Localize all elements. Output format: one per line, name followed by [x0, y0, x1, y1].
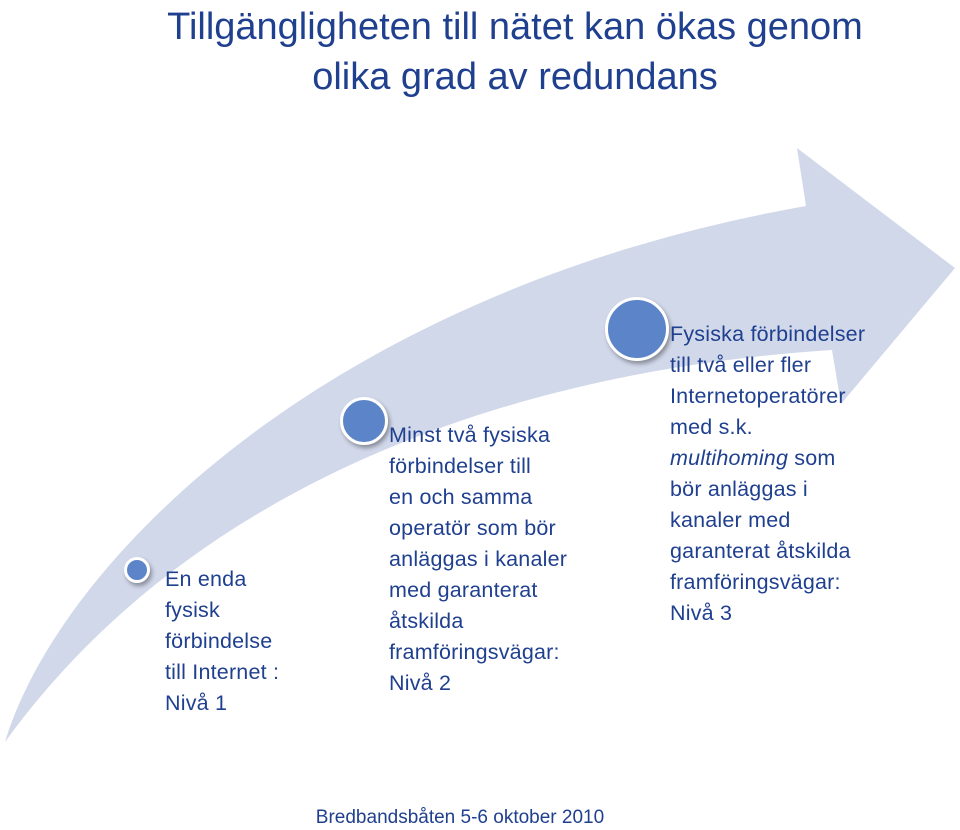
level-1-line: fysisk — [165, 598, 220, 622]
level-1-line: till Internet : — [165, 660, 280, 684]
level-2-line: operatör som bör — [389, 516, 556, 540]
level-1-marker — [124, 557, 150, 583]
slide-title-line-2: olika grad av redundans — [312, 56, 718, 98]
slide-title-line-1: Tillgängligheten till nätet kan ökas genom — [167, 6, 863, 48]
level-2-text — [389, 420, 567, 699]
level-1-line: En enda — [165, 567, 247, 591]
multihoming-term: multihoming — [670, 446, 789, 470]
level-3-text — [670, 319, 865, 629]
level-3-line: med s.k. — [670, 415, 753, 439]
level-2-line: åtskilda — [389, 609, 464, 633]
slide-footer: Bredbandsbåten 5-6 oktober 2010 — [315, 807, 605, 828]
level-1-text — [165, 564, 279, 719]
level-3-line: Nivå 3 — [670, 601, 733, 625]
multihoming-line-rest: som — [788, 446, 836, 470]
level-3-line: framföringsvägar: — [670, 570, 841, 594]
level-3-line: bör anläggas i — [670, 477, 808, 501]
level-3-line: Internetoperatörer — [670, 384, 846, 408]
level-2-line: anläggas i kanaler — [389, 547, 568, 571]
level-2-line: förbindelser till — [389, 454, 532, 478]
level-2-line: med garanterat — [389, 578, 538, 602]
level-3-line: till två eller fler — [670, 353, 812, 377]
level-3-marker — [605, 297, 669, 361]
level-2-line: en och samma — [389, 485, 533, 509]
level-3-line-multihoming — [670, 443, 865, 474]
level-2-line: framföringsvägar: — [389, 640, 560, 664]
level-3-line: garanterat åtskilda — [670, 539, 851, 563]
level-2-marker — [340, 397, 388, 445]
level-2-line: Minst två fysiska — [389, 423, 551, 447]
level-1-line: Nivå 1 — [165, 691, 228, 715]
level-3-line: kanaler med — [670, 508, 791, 532]
level-1-line: förbindelse — [165, 629, 273, 653]
level-2-line: Nivå 2 — [389, 671, 452, 695]
level-3-line: Fysiska förbindelser — [670, 322, 866, 346]
